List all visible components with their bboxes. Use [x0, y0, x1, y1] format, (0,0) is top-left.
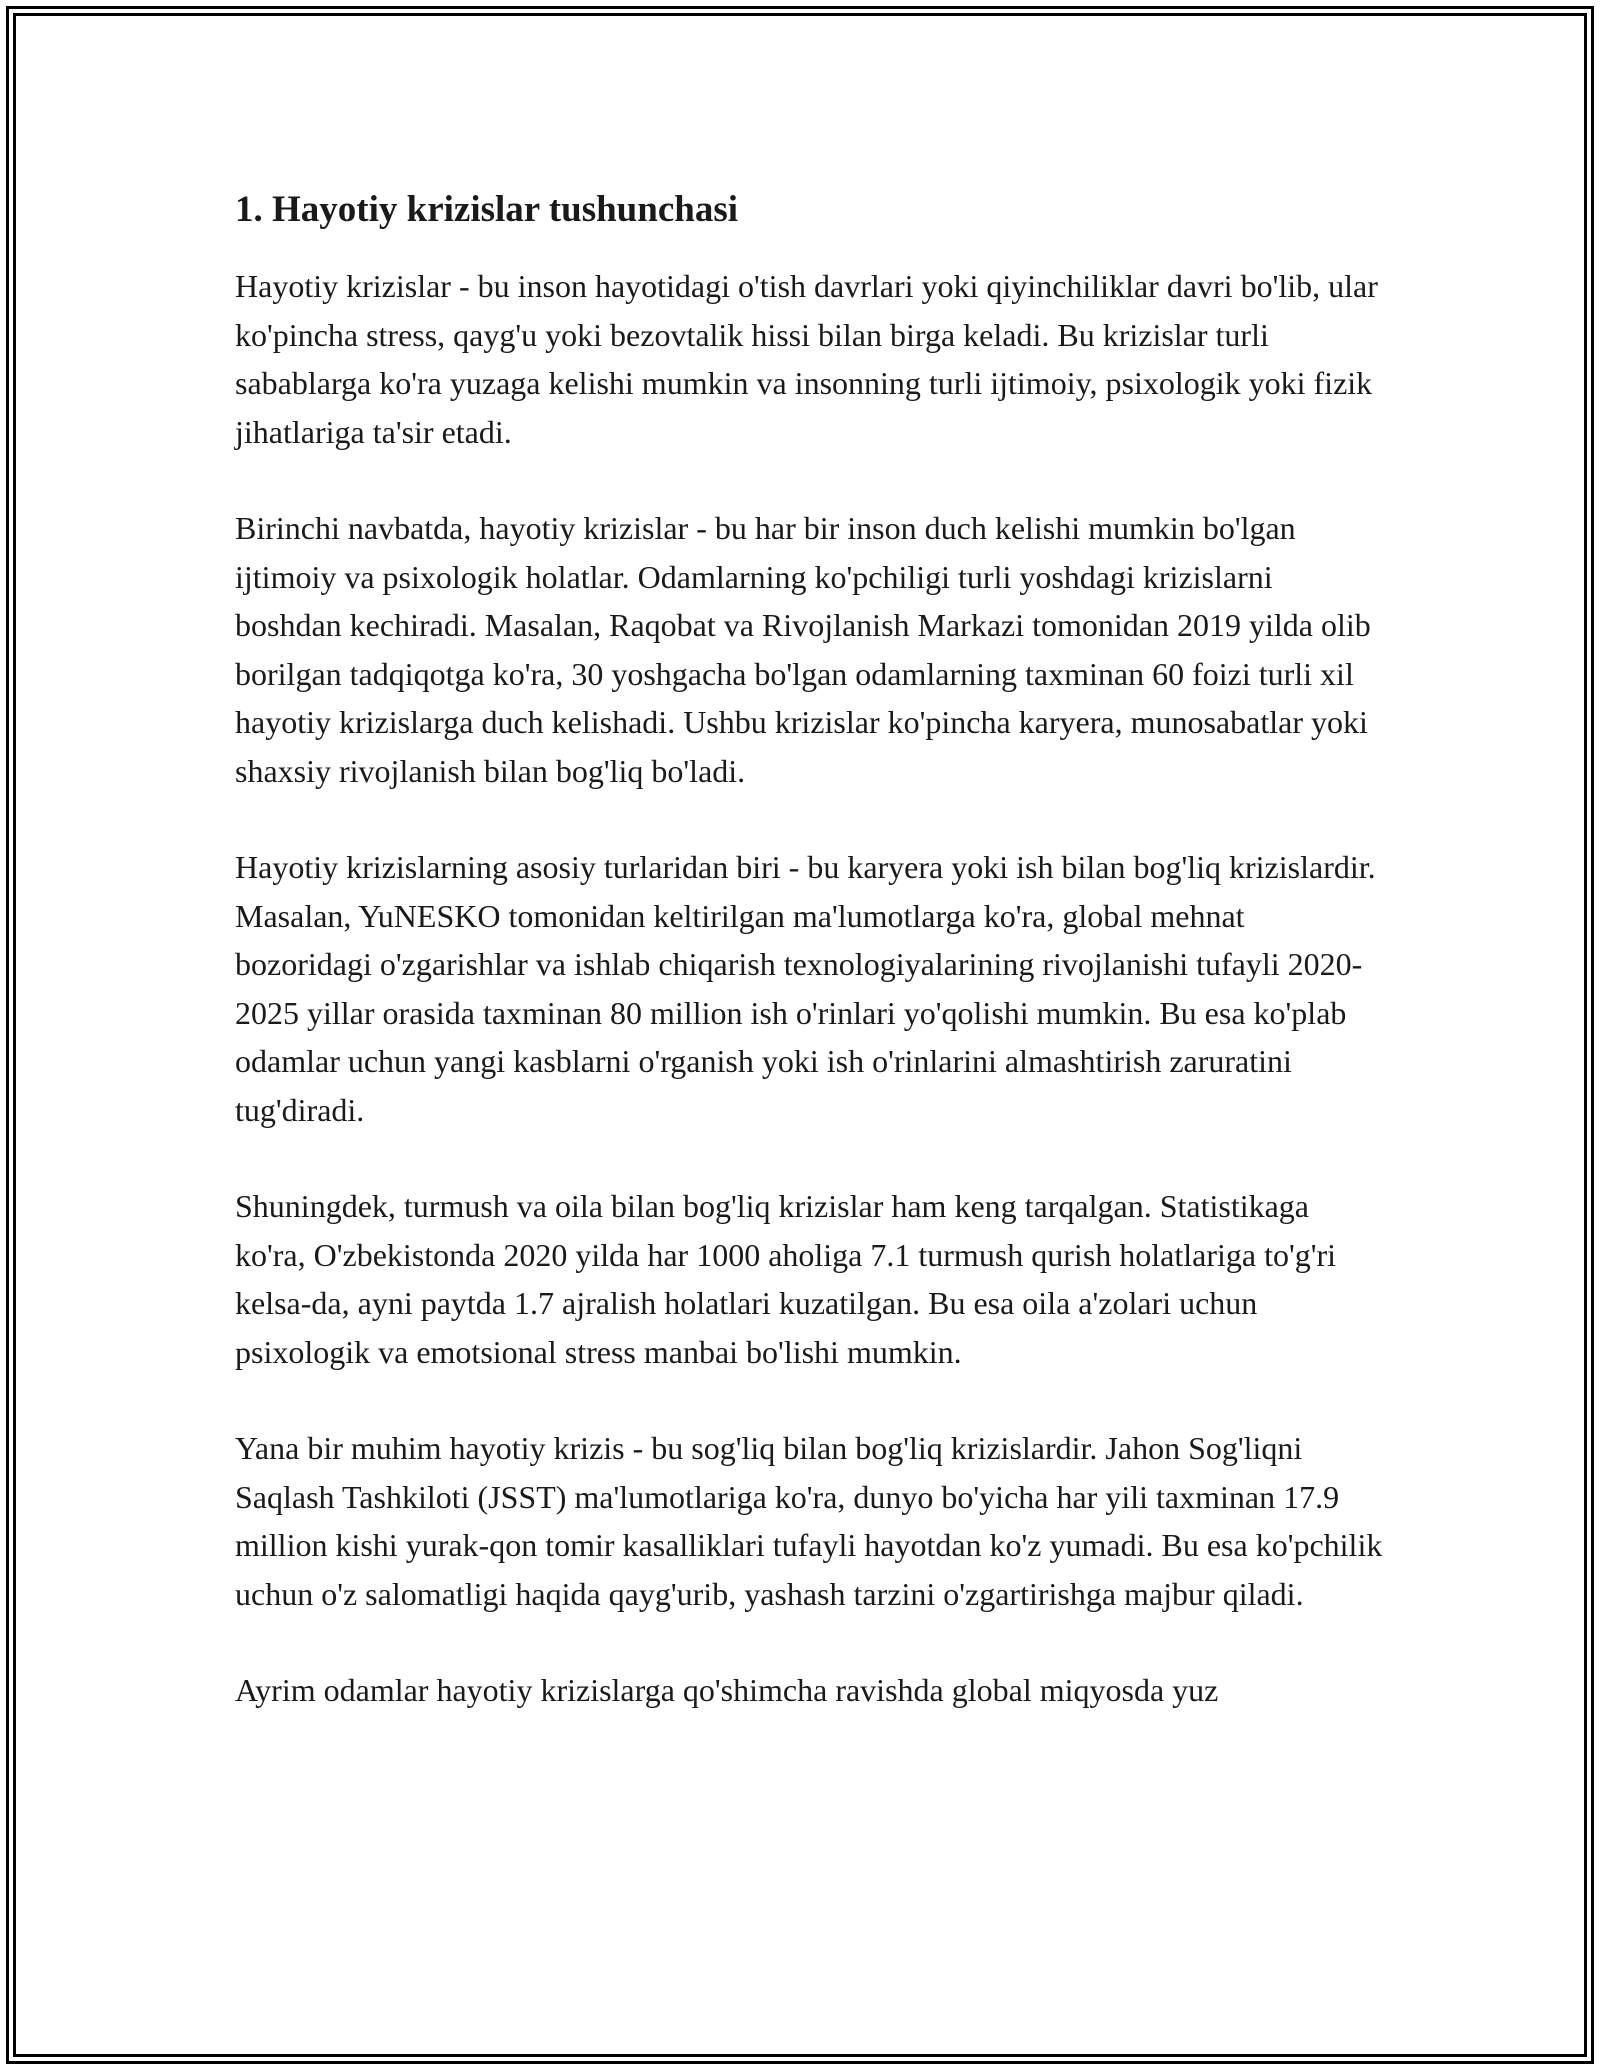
paragraph-2: Birinchi navbatda, hayotiy krizislar - bu har bir inson duch kelishi mumkin bo'lgan ijtimoiy va psixologik holatlar. Odamlarning ko'pchiligi turli yoshdagi krizislarni boshdan kechiradi. Masalan, Raqobat va Rivojlanish Markazi tomonidan 2019 yilda olib borilgan tadqiqotga ko'ra, 30 yoshgacha bo'lgan odamlarning taxminan 60 foizi turli xil hayotiy krizislarga duch kelishadi. Ushbu krizislar ko'pincha karyera, munosabatlar yoki shaxsiy rivojlanish bilan bog'liq bo'ladi.: [235, 510, 1371, 789]
paragraph-3: Hayotiy krizislarning asosiy turlaridan biri - bu karyera yoki ish bilan bog'liq krizislardir. Masalan, YuNESKO tomonidan keltirilgan ma'lumotlarga ko'ra, global mehnat bozoridagi o'zgarishlar va ishlab chiqarish texnologiyalarining rivojlanishi tufayli 2020-2025 yillar orasida taxminan 80 million ish o'rinlari yo'qolishi mumkin. Bu esa ko'plab odamlar uchun yangi kasblarni o'rganish yoki ish o'rinlarini almashtirish zaruratini tug'diradi.: [235, 849, 1376, 1128]
paragraph-5: Yana bir muhim hayotiy krizis - bu sog'liq bilan bog'liq krizislardir. Jahon Sog'liqni Saqlash Tashkiloti (JSST) ma'lumotlariga ko'ra, dunyo bo'yicha har yili taxminan 17.9 million kishi yurak-qon tomir kasalliklari tufayli hayotdan ko'z yumadi. Bu esa ko'pchilik uchun o'z salomatligi haqida qayg'urib, yashash tarzini o'zgartirishga majbur qiladi.: [235, 1430, 1383, 1612]
paragraph-4: Shuningdek, turmush va oila bilan bog'liq krizislar ham keng tarqalgan. Statistikaga ko'ra, O'zbekistonda 2020 yilda har 1000 aholiga 7.1 turmush qurish holatlariga to'g'ri kelsa-da, ayni paytda 1.7 ajralish holatlari kuzatilgan. Bu esa oila a'zolari uchun psixologik va emotsional stress manbai bo'lishi mumkin.: [235, 1188, 1337, 1370]
paragraph-1: Hayotiy krizislar - bu inson hayotidagi o'tish davrlari yoki qiyinchiliklar davri bo'lib, ular ko'pincha stress, qayg'u yoki bezovtalik hissi bilan birga keladi. Bu krizislar turli sabablarga ko'ra yuzaga kelishi mumkin va insonning turli ijtimoiy, psixologik yoki fizik jihatlariga ta'sir etadi.: [235, 268, 1378, 450]
paragraph-6: Ayrim odamlar hayotiy krizislarga qo'shimcha ravishda global miqyosda yuz: [235, 1672, 1219, 1708]
document-body: [235, 186, 1385, 1715]
section-heading: 1. Hayotiy krizislar tushunchasi: [235, 189, 739, 230]
